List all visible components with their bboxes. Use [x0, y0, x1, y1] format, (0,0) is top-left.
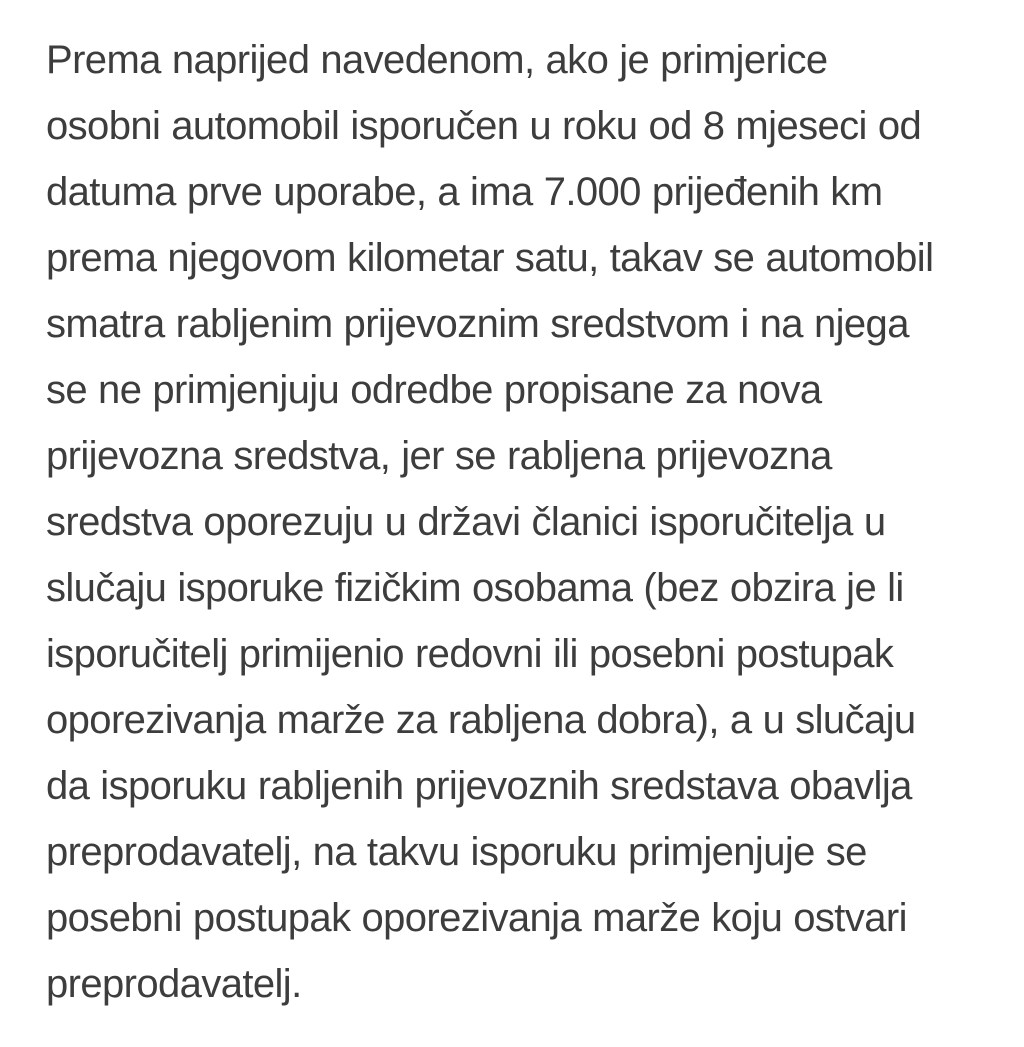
paragraph-line: isporučitelj primijenio redovni ili posebni postupak [46, 632, 894, 676]
paragraph-line: posebni postupak oporezivanja marže koju ostvari [46, 896, 907, 940]
paragraph-line: sredstva oporezuju u državi članici isporučitelja u [46, 500, 886, 544]
paragraph-line: datuma prve uporabe, a ima 7.000 prijeđenih km [46, 170, 883, 214]
paragraph-line: prema njegovom kilometar satu, takav se automobil [46, 236, 934, 280]
paragraph-line: preprodavatelj, na takvu isporuku primjenjuje se [46, 830, 867, 874]
paragraph-line: prijevozna sredstva, jer se rabljena prijevozna [46, 434, 832, 478]
paragraph-line: slučaju isporuke fizičkim osobama (bez obzira je li [46, 566, 904, 610]
paragraph-line: Prema naprijed navedenom, ako je primjerice [46, 38, 828, 82]
paragraph-line: oporezivanja marže za rabljena dobra), a u slučaju [46, 698, 916, 742]
paragraph-line: smatra rabljenim prijevoznim sredstvom i na njega [46, 302, 909, 346]
article-paragraph [46, 27, 1018, 1017]
paragraph-line: se ne primjenjuju odredbe propisane za nova [46, 368, 822, 412]
paragraph-line: osobni automobil isporučen u roku od 8 mjeseci od [46, 104, 922, 148]
paragraph-line: preprodavatelj. [46, 962, 302, 1006]
paragraph-line: da isporuku rabljenih prijevoznih sredstava obavlja [46, 764, 912, 808]
